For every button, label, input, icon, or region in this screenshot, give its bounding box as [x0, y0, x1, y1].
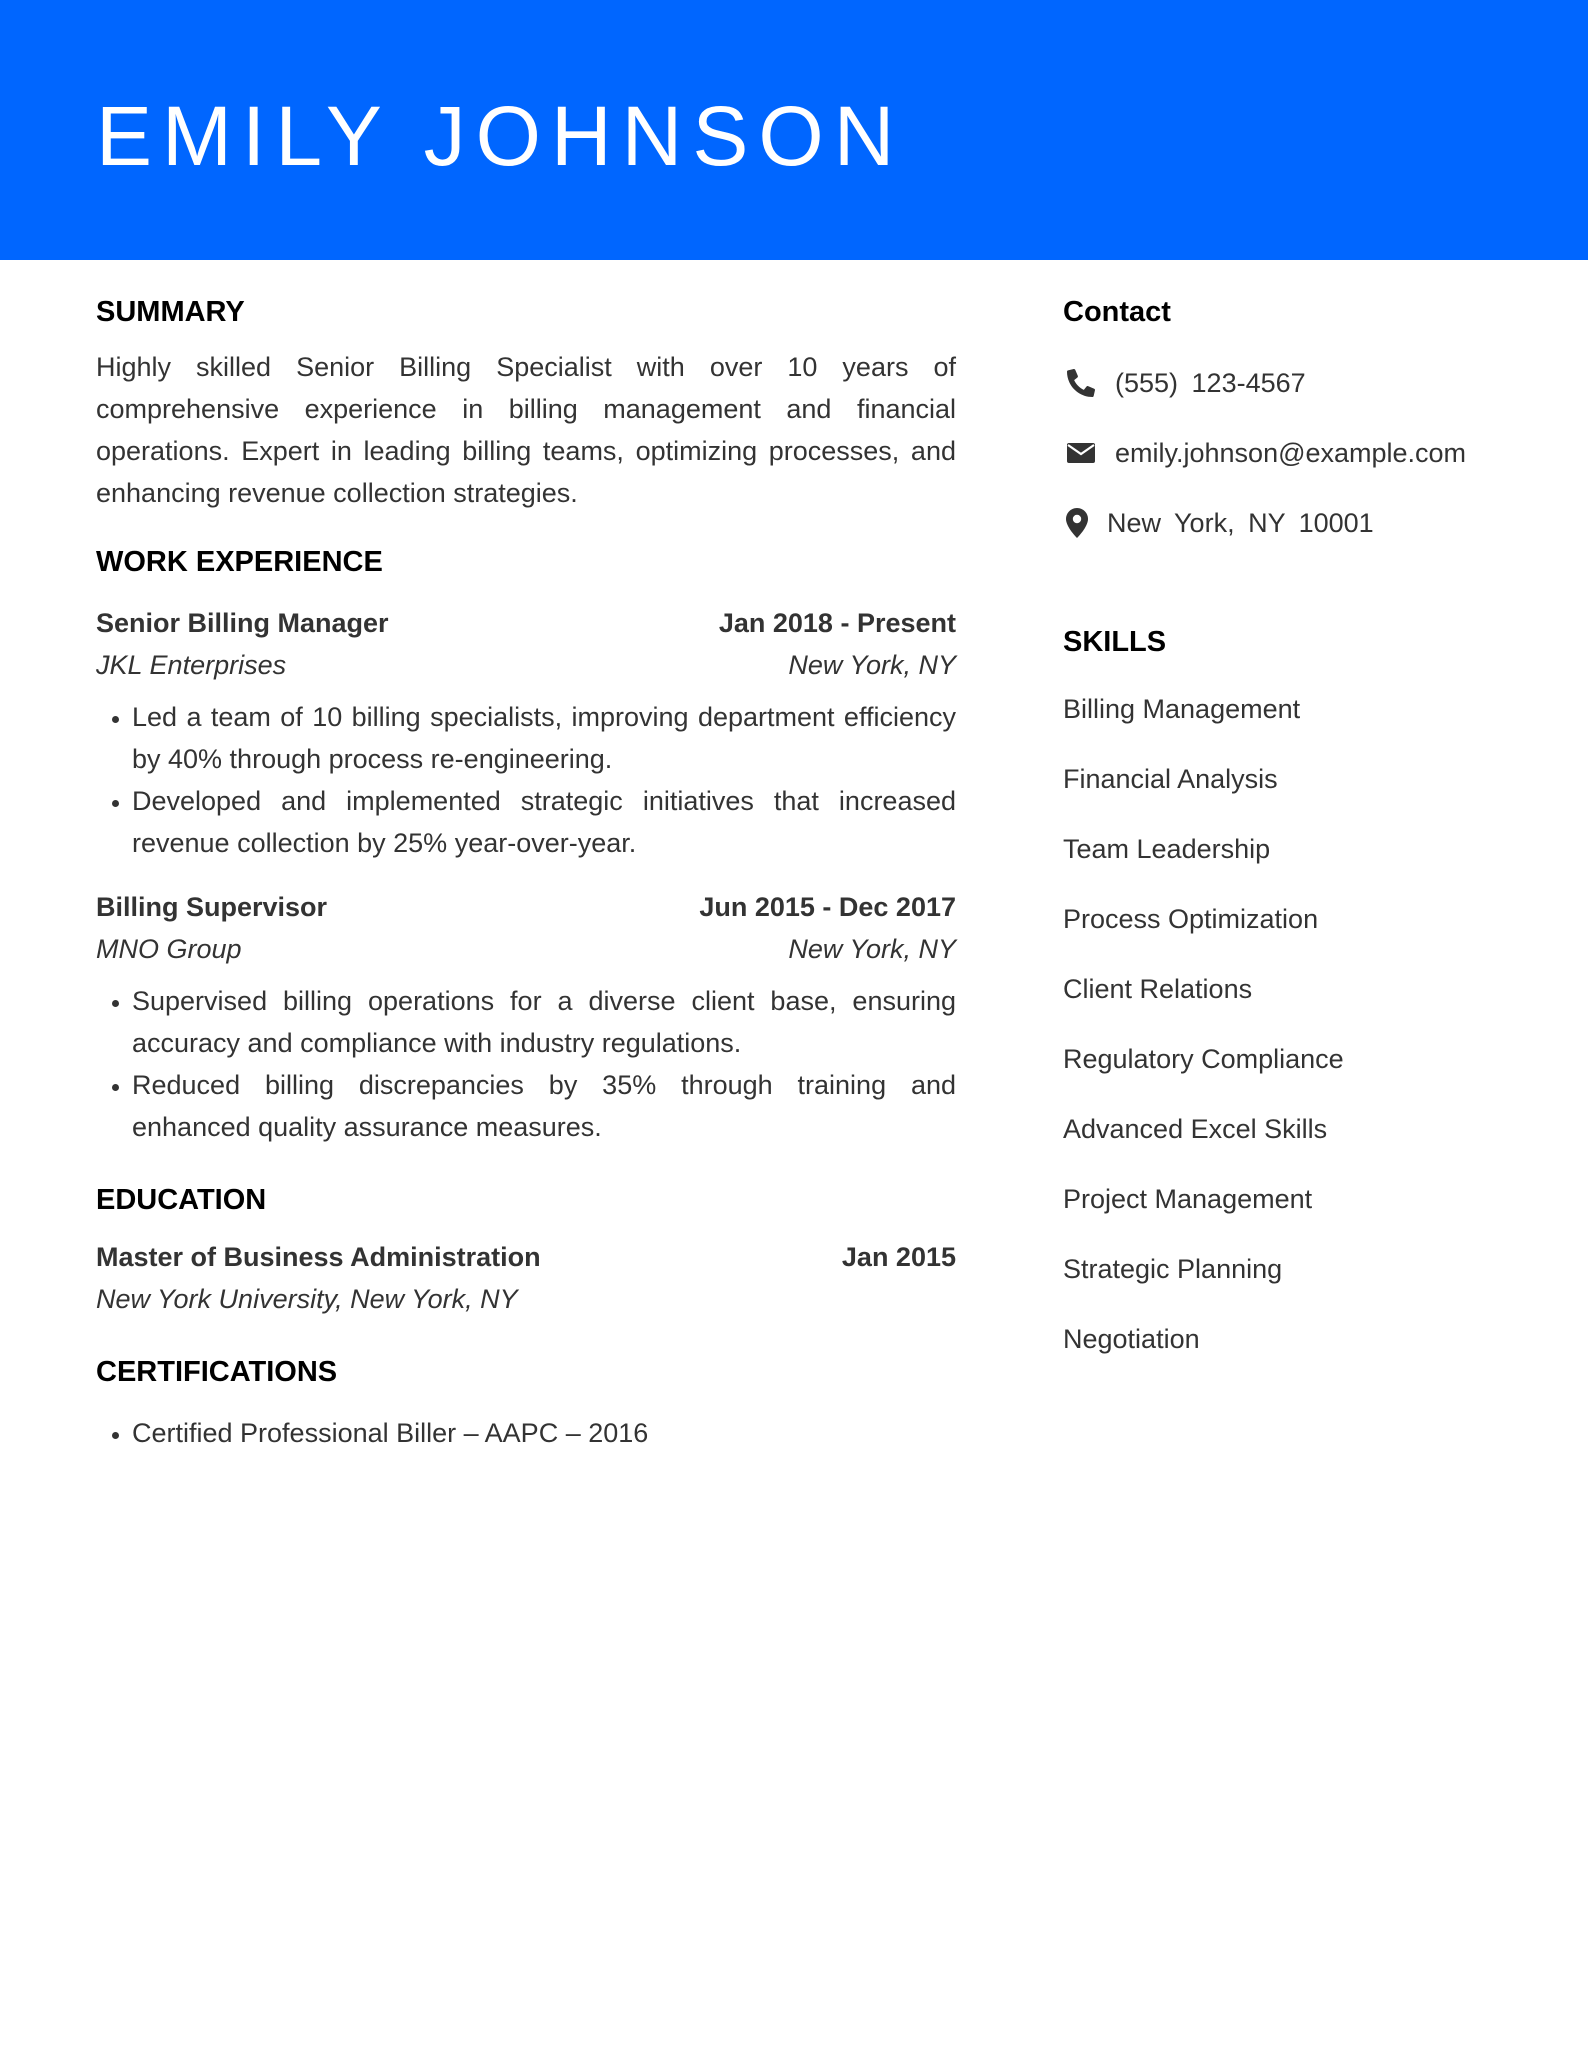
- skills-title: SKILLS: [1063, 626, 1167, 658]
- summary-title: SUMMARY: [96, 296, 245, 328]
- summary-text: Highly skilled Senior Billing Specialist with over 10 years of comprehensive experience in billing management and financial operations. Expert in leading billing teams, optimizing processes, and enhancing revenue collection strategies.: [96, 352, 956, 508]
- job-role: Senior Billing Manager: [96, 608, 389, 638]
- skill-item: Regulatory Compliance: [1063, 1044, 1344, 1074]
- email-address: emily.johnson@example.com: [1115, 437, 1467, 468]
- phone-number: (555) 123-4567: [1115, 367, 1306, 398]
- job-bullets: [96, 980, 956, 1148]
- location-text: New York, NY 10001: [1107, 507, 1374, 538]
- bullet-item: • Reduced billing discrepancies by 35% through training and enhanced quality assurance measures.: [132, 1064, 956, 1148]
- experience-section: [96, 536, 956, 1148]
- skill-item: Negotiation: [1063, 1324, 1200, 1354]
- skill-item: Client Relations: [1063, 974, 1253, 1004]
- certifications-section: [96, 1346, 956, 1454]
- phone-icon: [1063, 365, 1099, 401]
- skill-item: Strategic Planning: [1063, 1254, 1283, 1284]
- education-date: Jan 2015: [841, 1242, 956, 1272]
- contact-email: [1063, 418, 1523, 488]
- education-title: EDUCATION: [96, 1184, 267, 1216]
- certification-item: • Certified Professional Biller – AAPC – 2016: [132, 1412, 956, 1454]
- job-header: [96, 886, 956, 928]
- contact-location: [1063, 488, 1523, 558]
- bullet-item: • Led a team of 10 billing specialists, improving department efficiency by 40% through process re-engineering.: [132, 696, 956, 780]
- certifications-title: CERTIFICATIONS: [96, 1356, 338, 1388]
- bullet-item: • Supervised billing operations for a diverse client base, ensuring accuracy and compliance with industry regulations.: [132, 980, 956, 1064]
- education-subheader: [96, 1278, 956, 1320]
- job-dates: Jun 2015 - Dec 2017: [699, 892, 956, 922]
- contact-title: Contact: [1063, 296, 1171, 328]
- bullet-item: • Developed and implemented strategic initiatives that increased revenue collection by 25% year-over-year.: [132, 780, 956, 864]
- skill-item: Process Optimization: [1063, 904, 1319, 934]
- education-header: [96, 1236, 956, 1278]
- certifications-list: [96, 1412, 956, 1454]
- job-dates: Jan 2018 - Present: [718, 608, 956, 638]
- contact-phone: [1063, 348, 1523, 418]
- job-bullets: [96, 696, 956, 864]
- envelope-icon: [1063, 435, 1099, 471]
- job-company: MNO Group: [96, 934, 242, 964]
- school: New York University, New York, NY: [96, 1284, 518, 1314]
- candidate-name: EMILY JOHNSON: [96, 89, 905, 183]
- summary-section: [96, 286, 956, 514]
- skills-section: [1063, 616, 1523, 1374]
- main-column: [96, 286, 956, 1454]
- skill-item: Team Leadership: [1063, 834, 1271, 864]
- skill-item: Billing Management: [1063, 694, 1301, 724]
- experience-title: WORK EXPERIENCE: [96, 546, 383, 578]
- skill-item: Project Management: [1063, 1184, 1313, 1214]
- job-location: New York, NY: [788, 934, 956, 964]
- skill-item: Advanced Excel Skills: [1063, 1114, 1328, 1144]
- job-role: Billing Supervisor: [96, 892, 328, 922]
- side-column: [1063, 286, 1523, 1374]
- education-section: [96, 1174, 956, 1320]
- map-pin-icon: [1063, 505, 1091, 541]
- header-banner: [0, 0, 1588, 260]
- job-entry: [96, 886, 956, 1148]
- job-header: [96, 602, 956, 644]
- job-subheader: [96, 928, 956, 970]
- contact-section: [1063, 286, 1523, 558]
- job-location: New York, NY: [788, 650, 956, 680]
- job-entry: [96, 602, 956, 864]
- skill-item: Financial Analysis: [1063, 764, 1278, 794]
- degree: Master of Business Administration: [96, 1242, 541, 1272]
- job-subheader: [96, 644, 956, 686]
- job-company: JKL Enterprises: [96, 650, 287, 680]
